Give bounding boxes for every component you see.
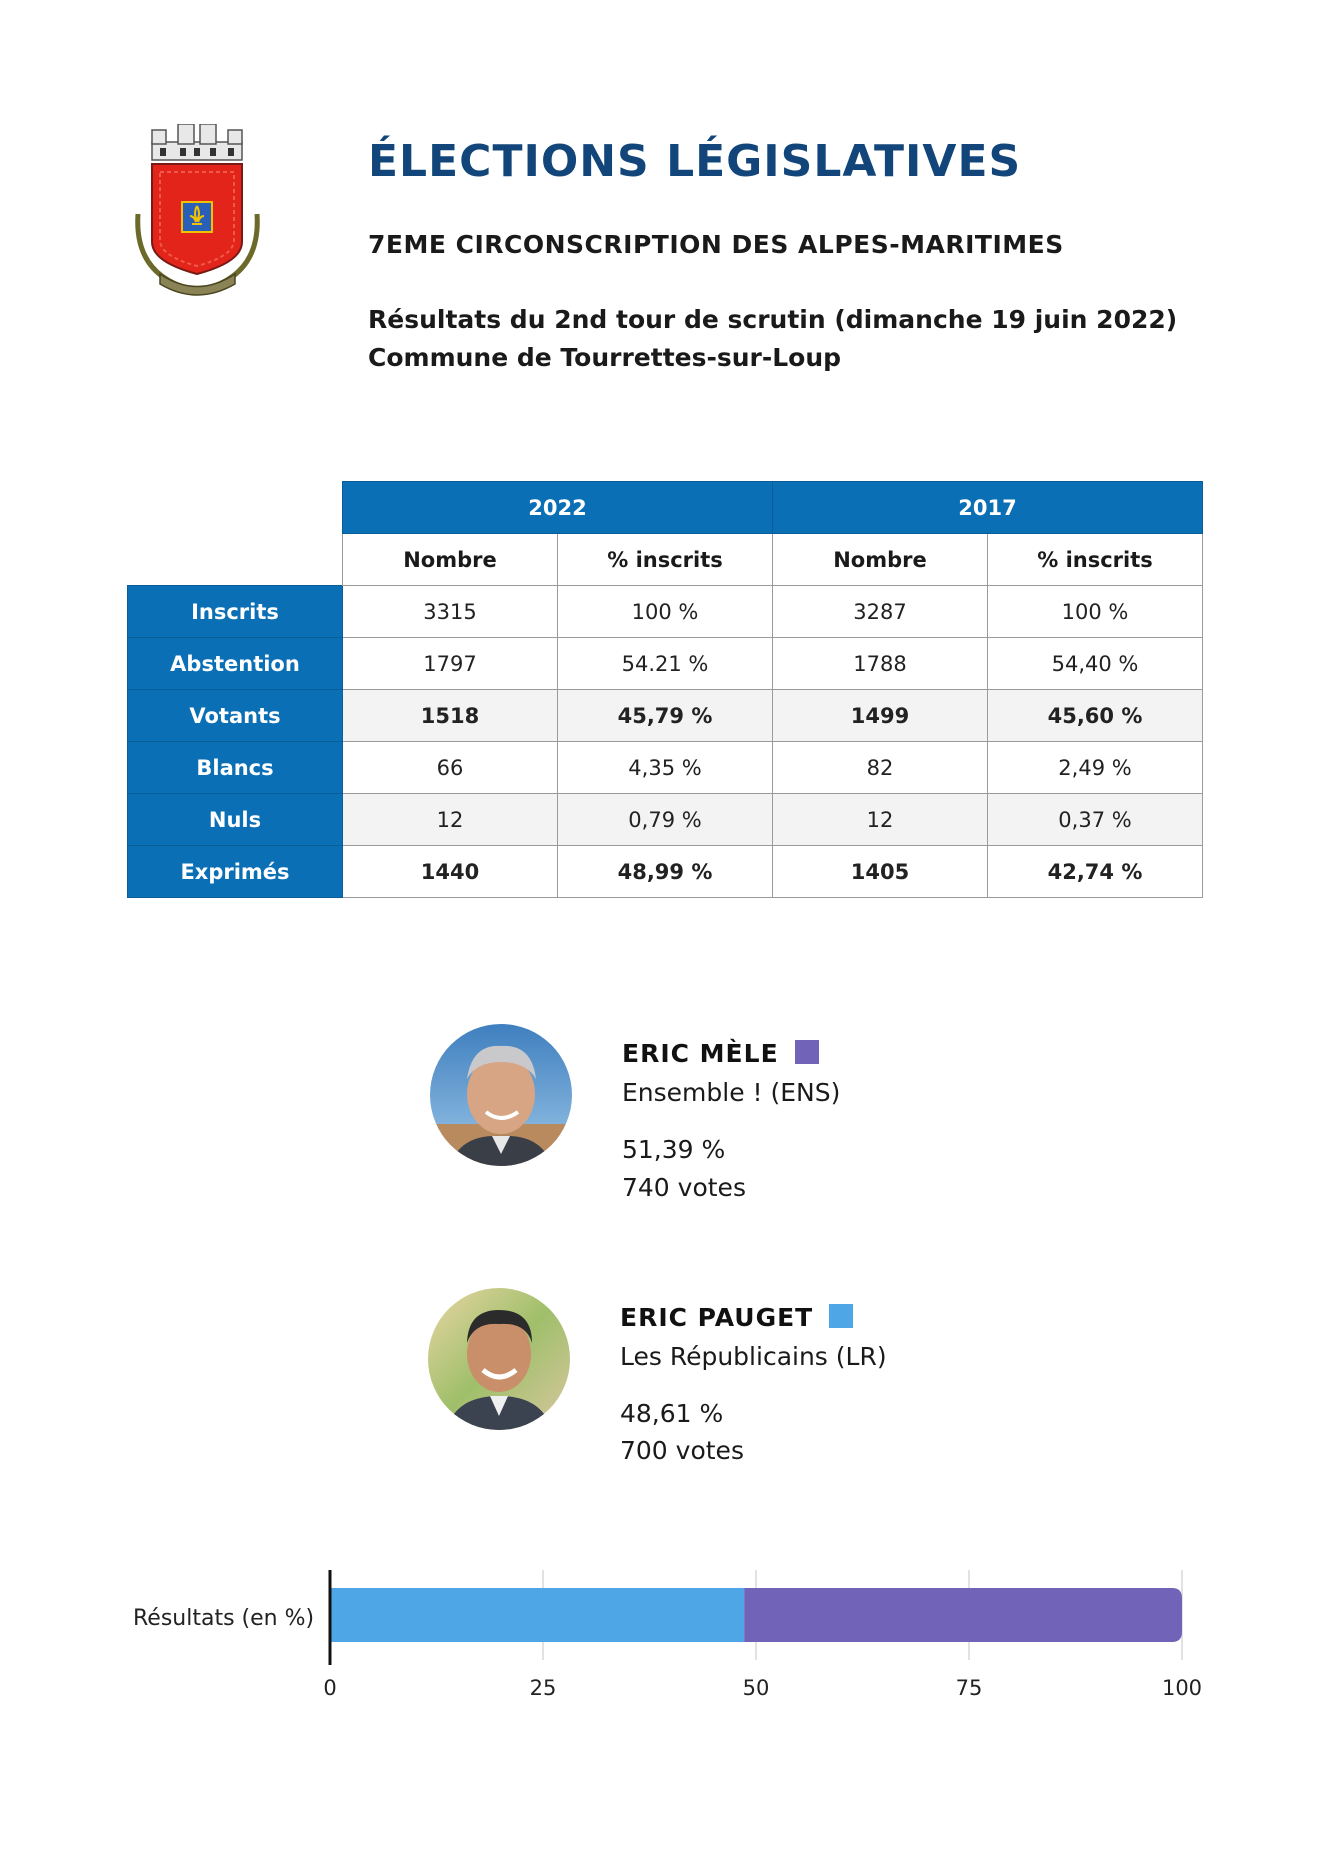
column-header: % inscrits — [558, 534, 773, 586]
candidate-name — [622, 1039, 819, 1068]
candidate-votes: 740 votes — [622, 1173, 746, 1202]
table-cell: 4,35 % — [558, 742, 773, 794]
table-subheader-row — [128, 534, 1203, 586]
candidate-name — [620, 1303, 853, 1332]
x-tick-label: 75 — [955, 1676, 983, 1700]
table-cell: 54.21 % — [558, 638, 773, 690]
table-cell: 2,49 % — [988, 742, 1203, 794]
candidate-photo-pauget — [428, 1288, 570, 1430]
bar-segment — [744, 1588, 1182, 1642]
table-cell: 1518 — [343, 690, 558, 742]
row-label: Exprimés — [128, 846, 343, 898]
results-bar-chart — [300, 1570, 1220, 1710]
constituency-subtitle: 7EME CIRCONSCRIPTION DES ALPES-MARITIMES — [368, 230, 1064, 259]
row-label: Blancs — [128, 742, 343, 794]
table-cell: 1440 — [343, 846, 558, 898]
candidate-photo-mele — [430, 1024, 572, 1166]
row-label: Votants — [128, 690, 343, 742]
table-row — [128, 586, 1203, 638]
table-row — [128, 846, 1203, 898]
candidate-party: Les Républicains (LR) — [620, 1342, 887, 1371]
table-cell: 45,79 % — [558, 690, 773, 742]
table-cell: 1788 — [773, 638, 988, 690]
candidate-party: Ensemble ! (ENS) — [622, 1078, 841, 1107]
table-cell: 12 — [773, 794, 988, 846]
page-title: ÉLECTIONS LÉGISLATIVES — [368, 136, 1022, 187]
table-cell: 0,79 % — [558, 794, 773, 846]
table-cell: 100 % — [558, 586, 773, 638]
x-tick-label: 50 — [742, 1676, 770, 1700]
candidate-color-swatch — [795, 1040, 819, 1064]
table-cell: 45,60 % — [988, 690, 1203, 742]
column-header: Nombre — [343, 534, 558, 586]
table-row — [128, 638, 1203, 690]
table-cell: 100 % — [988, 586, 1203, 638]
candidate-percent: 51,39 % — [622, 1135, 726, 1164]
x-tick-label: 0 — [323, 1676, 337, 1700]
table-year-header-row — [128, 482, 1203, 534]
year-header: 2022 — [343, 482, 773, 534]
crest-crown — [152, 124, 242, 160]
candidate-votes: 700 votes — [620, 1436, 744, 1465]
table-corner — [128, 482, 343, 534]
results-round-line: Résultats du 2nd tour de scrutin (dimanche 19 juin 2022) — [368, 305, 1178, 334]
commune-line: Commune de Tourrettes-sur-Loup — [368, 343, 842, 372]
candidate-color-swatch — [829, 1304, 853, 1328]
year-header: 2017 — [773, 482, 1203, 534]
table-cell: 0,37 % — [988, 794, 1203, 846]
column-header: Nombre — [773, 534, 988, 586]
table-cell: 48,99 % — [558, 846, 773, 898]
town-crest-logo — [130, 124, 265, 299]
row-label: Abstention — [128, 638, 343, 690]
row-label: Nuls — [128, 794, 343, 846]
table-row — [128, 690, 1203, 742]
table-cell: 1797 — [343, 638, 558, 690]
candidate-name-text: ERIC MÈLE — [622, 1039, 779, 1068]
column-header: % inscrits — [988, 534, 1203, 586]
row-label: Inscrits — [128, 586, 343, 638]
chart-category-label: Résultats (en %) — [133, 1606, 315, 1631]
table-cell: 1499 — [773, 690, 988, 742]
table-cell: 54,40 % — [988, 638, 1203, 690]
x-tick-label: 25 — [529, 1676, 557, 1700]
table-cell: 82 — [773, 742, 988, 794]
bar-segment — [330, 1588, 744, 1642]
table-cell: 3315 — [343, 586, 558, 638]
candidate-name-text: ERIC PAUGET — [620, 1303, 814, 1332]
table-row — [128, 742, 1203, 794]
table-cell: 3287 — [773, 586, 988, 638]
table-cell: 66 — [343, 742, 558, 794]
table-corner — [128, 534, 343, 586]
x-tick-label: 100 — [1161, 1676, 1203, 1700]
table-cell: 1405 — [773, 846, 988, 898]
candidate-percent: 48,61 % — [620, 1399, 724, 1428]
table-cell: 12 — [343, 794, 558, 846]
table-cell: 42,74 % — [988, 846, 1203, 898]
table-row — [128, 794, 1203, 846]
turnout-table — [127, 481, 1203, 898]
